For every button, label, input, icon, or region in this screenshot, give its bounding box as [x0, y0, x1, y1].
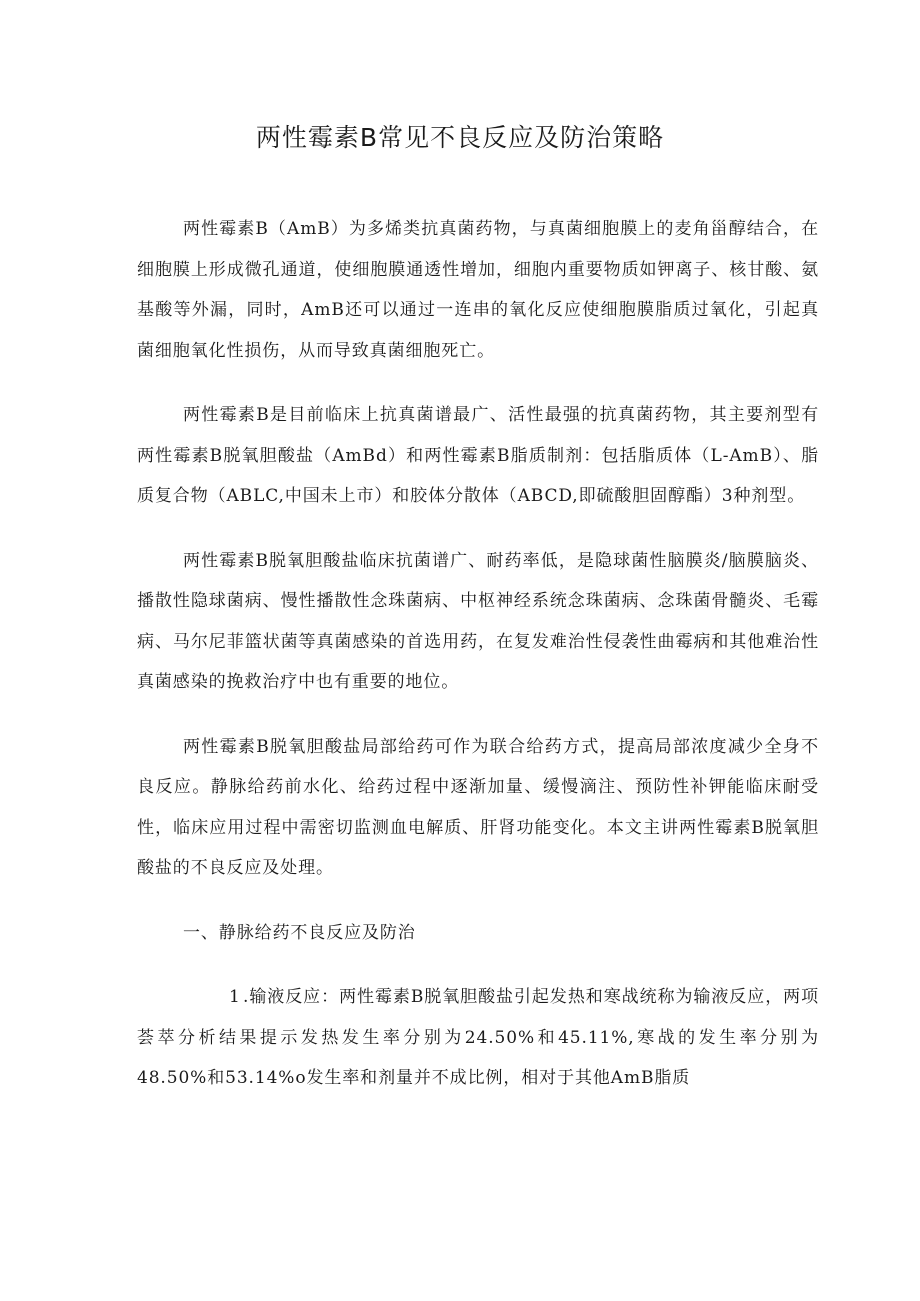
paragraph-formulations: 两性霉素B是目前临床上抗真菌谱最广、活性最强的抗真菌药物，其主要剂型有两性霉素B脱氧胆酸盐（AmBd）和两性霉素B脂质制剂：包括脂质体（L-AmB）、脂质复合物（ABLC,中国未上市）和胶体分散体（ABCD,即硫酸胆固醇酯）3种剂型。 — [137, 405, 819, 506]
paragraph-mechanism: 两性霉素B（AmB）为多烯类抗真菌药物，与真菌细胞膜上的麦角甾醇结合，在细胞膜上形成微孔通道，使细胞膜通透性增加，细胞内重要物质如钾离子、核甘酸、氨基酸等外漏，同时，AmB还可以通过一连串的氧化反应使细胞膜脂质过氧化，引起真菌细胞氧化性损伤，从而导致真菌细胞死亡。 — [137, 219, 819, 361]
document-body — [137, 209, 819, 1123]
list-item-infusion-reaction — [137, 977, 819, 1099]
paragraph-administration: 两性霉素B脱氧胆酸盐局部给药可作为联合给药方式，提高局部浓度减少全身不良反应。静脉给药前水化、给药过程中逐渐加量、缓慢滴注、预防性补钾能临床耐受性，临床应用过程中需密切监测血电解质、肝肾功能变化。本文主讲两性霉素B脱氧胆酸盐的不良反应及处理。 — [137, 736, 819, 878]
list-item-number: 1 — [229, 987, 241, 1007]
section-heading: 一、静脉给药不良反应及防治 — [183, 922, 416, 943]
list-item-text: .输液反应：两性霉素B脱氧胆酸盐引起发热和寒战统称为输液反应，两项荟萃分析结果提示发热发生率分别为24.50%和45.11%,寒战的发生率分别为48.50%和53.14%o发生率和剂量并不成比例，相对于其他AmB脂质 — [137, 987, 819, 1088]
document-title: 两性霉素B常见不良反应及防治策略 — [255, 123, 665, 152]
paragraph-indications: 两性霉素B脱氧胆酸盐临床抗菌谱广、耐药率低，是隐球菌性脑膜炎/脑膜脑炎、播散性隐球菌病、慢性播散性念珠菌病、中枢神经系统念珠菌病、念珠菌骨髓炎、毛霉病、马尔尼菲篮状菌等真菌感染的首选用药，在复发难治性侵袭性曲霉病和其他难治性真菌感染的挽救治疗中也有重要的地位。 — [137, 550, 819, 692]
